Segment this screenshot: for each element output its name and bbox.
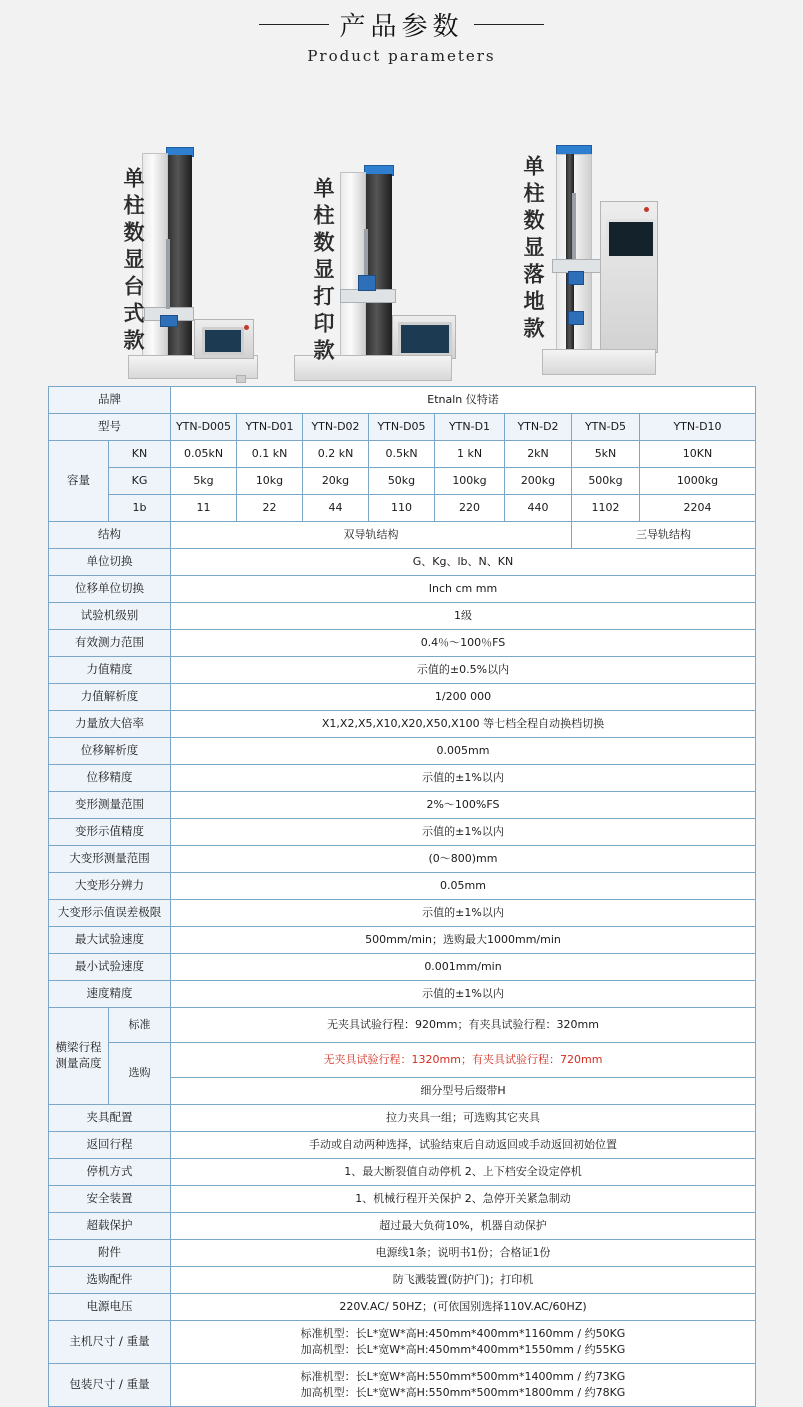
capacity-cell: 1102 bbox=[572, 495, 640, 522]
host-size-label: 主机尺寸 / 重量 bbox=[49, 1321, 171, 1364]
capacity-cell: 1000kg bbox=[640, 468, 756, 495]
page-title: 产品参数 bbox=[339, 12, 464, 42]
table-row bbox=[49, 792, 756, 819]
table-row bbox=[49, 414, 756, 441]
table-row bbox=[49, 873, 756, 900]
capacity-cell: 50kg bbox=[369, 468, 435, 495]
packing-size-line2: 加高机型：长L*宽W*高H:550mm*500mm*1800mm / 约78KG bbox=[300, 1386, 626, 1399]
table-row bbox=[49, 576, 756, 603]
brand-label: 品牌 bbox=[49, 387, 171, 414]
structure-label: 结构 bbox=[49, 522, 171, 549]
capacity-cell: 500kg bbox=[572, 468, 640, 495]
row-label: 大变形测量范围 bbox=[49, 846, 171, 873]
row-label: 电源电压 bbox=[49, 1294, 171, 1321]
table-row bbox=[49, 819, 756, 846]
row-value: 电源线1条；说明书1份；合格证1份 bbox=[171, 1240, 756, 1267]
row-label: 返回行程 bbox=[49, 1132, 171, 1159]
capacity-cell: 0.2 kN bbox=[303, 441, 369, 468]
spec-table bbox=[48, 386, 756, 1407]
table-row bbox=[49, 1186, 756, 1213]
row-label: 变形测量范围 bbox=[49, 792, 171, 819]
product-photo-floor bbox=[512, 73, 692, 377]
row-value: 1级 bbox=[171, 603, 756, 630]
host-size-line2: 加高机型：长L*宽W*高H:450mm*400mm*1550mm / 约55KG bbox=[300, 1343, 626, 1356]
row-label: 大变形示值误差极限 bbox=[49, 900, 171, 927]
table-row bbox=[49, 846, 756, 873]
capacity-cell: 11 bbox=[171, 495, 237, 522]
packing-size-label: 包装尺寸 / 重量 bbox=[49, 1364, 171, 1407]
row-label: 变形示值精度 bbox=[49, 819, 171, 846]
row-value: Inch cm mm bbox=[171, 576, 756, 603]
table-row bbox=[49, 387, 756, 414]
row-value: 超过最大负荷10%，机器自动保护 bbox=[171, 1213, 756, 1240]
table-row bbox=[49, 1008, 756, 1043]
row-label: 有效测力范围 bbox=[49, 630, 171, 657]
table-row bbox=[49, 657, 756, 684]
capacity-label: 容量 bbox=[49, 441, 109, 522]
row-value: 示值的±0.5%以内 bbox=[171, 657, 756, 684]
table-row bbox=[49, 684, 756, 711]
brand-value: Etnaln 仪特诺 bbox=[171, 387, 756, 414]
row-value: 1、机械行程开关保护 2、急停开关紧急制动 bbox=[171, 1186, 756, 1213]
table-row bbox=[49, 1267, 756, 1294]
capacity-cell: 200kg bbox=[505, 468, 572, 495]
capacity-cell: 1 kN bbox=[435, 441, 505, 468]
row-value: 0.001mm/min bbox=[171, 954, 756, 981]
row-label: 最大试验速度 bbox=[49, 927, 171, 954]
capacity-cell: 0.1 kN bbox=[237, 441, 303, 468]
table-row bbox=[49, 441, 756, 468]
row-label: 最小试验速度 bbox=[49, 954, 171, 981]
capacity-unit-kn: KN bbox=[109, 441, 171, 468]
row-value: (0～800)mm bbox=[171, 846, 756, 873]
row-label: 停机方式 bbox=[49, 1159, 171, 1186]
model-cell: YTN-D2 bbox=[505, 414, 572, 441]
stroke-standard-label: 标准 bbox=[109, 1008, 171, 1043]
stroke-label-line1: 横梁行程 bbox=[55, 1040, 102, 1055]
model-cell: YTN-D5 bbox=[572, 414, 640, 441]
packing-size-line1: 标准机型：长L*宽W*高H:550mm*500mm*1400mm / 约73KG bbox=[300, 1369, 626, 1383]
product-photo-band bbox=[0, 73, 803, 378]
capacity-cell: 220 bbox=[435, 495, 505, 522]
capacity-unit-lb: 1b bbox=[109, 495, 171, 522]
row-value: 0.05mm bbox=[171, 873, 756, 900]
table-row bbox=[49, 1240, 756, 1267]
capacity-unit-kg: KG bbox=[109, 468, 171, 495]
row-label: 夹具配置 bbox=[49, 1105, 171, 1132]
capacity-cell: 5kg bbox=[171, 468, 237, 495]
capacity-cell: 2kN bbox=[505, 441, 572, 468]
packing-size-value bbox=[171, 1364, 756, 1407]
row-label: 附件 bbox=[49, 1240, 171, 1267]
stroke-label-line2: 测量高度 bbox=[55, 1056, 102, 1070]
row-label: 试验机级别 bbox=[49, 603, 171, 630]
row-label: 位移精度 bbox=[49, 765, 171, 792]
row-label: 大变形分辨力 bbox=[49, 873, 171, 900]
table-row bbox=[49, 1043, 756, 1078]
product-photo-printing bbox=[278, 79, 454, 377]
table-row bbox=[49, 1364, 756, 1407]
row-value: 500mm/min；选购最大1000mm/min bbox=[171, 927, 756, 954]
row-value: 1、最大断裂值自动停机 2、上下档安全设定停机 bbox=[171, 1159, 756, 1186]
row-value: 示值的±1%以内 bbox=[171, 819, 756, 846]
title-row bbox=[0, 6, 803, 43]
stroke-optional-suffix: 细分型号后缀带H bbox=[171, 1078, 756, 1105]
table-row bbox=[49, 954, 756, 981]
table-row bbox=[49, 549, 756, 576]
photo-caption-floor: 单柱数显落地款 bbox=[521, 155, 546, 344]
capacity-cell: 5kN bbox=[572, 441, 640, 468]
model-label: 型号 bbox=[49, 414, 171, 441]
row-value: 示值的±1%以内 bbox=[171, 981, 756, 1008]
row-value: 0.4％～100％FS bbox=[171, 630, 756, 657]
table-row bbox=[49, 468, 756, 495]
row-value: 2%～100%FS bbox=[171, 792, 756, 819]
page-subtitle: Product parameters bbox=[307, 47, 496, 65]
row-label: 安全装置 bbox=[49, 1186, 171, 1213]
title-rule-left bbox=[259, 24, 329, 25]
table-row bbox=[49, 1132, 756, 1159]
photo-caption-desktop: 单柱数显台式款 bbox=[121, 167, 146, 356]
table-row bbox=[49, 630, 756, 657]
model-cell: YTN-D02 bbox=[303, 414, 369, 441]
row-label: 速度精度 bbox=[49, 981, 171, 1008]
product-photo-desktop bbox=[118, 79, 268, 377]
table-row bbox=[49, 927, 756, 954]
photo-caption-printing: 单柱数显打印款 bbox=[311, 177, 336, 366]
table-row bbox=[49, 522, 756, 549]
capacity-cell: 0.5kN bbox=[369, 441, 435, 468]
stroke-standard-value: 无夹具试验行程：920mm；有夹具试验行程：320mm bbox=[171, 1008, 756, 1043]
stroke-optional-label: 选购 bbox=[109, 1043, 171, 1105]
capacity-cell: 10kg bbox=[237, 468, 303, 495]
capacity-cell: 44 bbox=[303, 495, 369, 522]
table-row bbox=[49, 495, 756, 522]
row-value: 手动或自动两种选择，试验结束后自动返回或手动返回初始位置 bbox=[171, 1132, 756, 1159]
row-value: 防飞溅装置(防护门)；打印机 bbox=[171, 1267, 756, 1294]
table-row bbox=[49, 1294, 756, 1321]
row-label: 单位切换 bbox=[49, 549, 171, 576]
model-cell: YTN-D1 bbox=[435, 414, 505, 441]
table-row bbox=[49, 900, 756, 927]
page-header bbox=[0, 0, 803, 65]
table-row bbox=[49, 1213, 756, 1240]
table-row bbox=[49, 981, 756, 1008]
row-value: X1,X2,X5,X10,X20,X50,X100 等七档全程自动换档切换 bbox=[171, 711, 756, 738]
table-row bbox=[49, 711, 756, 738]
capacity-cell: 10KN bbox=[640, 441, 756, 468]
table-row bbox=[49, 765, 756, 792]
row-label: 位移解析度 bbox=[49, 738, 171, 765]
model-cell: YTN-D005 bbox=[171, 414, 237, 441]
structure-value-triple: 三导轨结构 bbox=[572, 522, 756, 549]
row-value: 220V.AC/ 50HZ；(可依国别选择110V.AC/60HZ) bbox=[171, 1294, 756, 1321]
table-row bbox=[49, 1321, 756, 1364]
structure-value-dual: 双导轨结构 bbox=[171, 522, 572, 549]
spec-table-wrapper bbox=[48, 386, 755, 1407]
capacity-cell: 110 bbox=[369, 495, 435, 522]
capacity-cell: 2204 bbox=[640, 495, 756, 522]
row-label: 选购配件 bbox=[49, 1267, 171, 1294]
stroke-optional-value: 无夹具试验行程：1320mm；有夹具试验行程：720mm bbox=[171, 1043, 756, 1078]
row-value: 示值的±1%以内 bbox=[171, 900, 756, 927]
table-row bbox=[49, 1105, 756, 1132]
title-rule-right bbox=[474, 24, 544, 25]
row-label: 位移单位切换 bbox=[49, 576, 171, 603]
table-row bbox=[49, 738, 756, 765]
stroke-label bbox=[49, 1008, 109, 1105]
host-size-value bbox=[171, 1321, 756, 1364]
capacity-cell: 100kg bbox=[435, 468, 505, 495]
table-row bbox=[49, 1159, 756, 1186]
capacity-cell: 20kg bbox=[303, 468, 369, 495]
row-label: 力值精度 bbox=[49, 657, 171, 684]
host-size-line1: 标准机型：长L*宽W*高H:450mm*400mm*1160mm / 约50KG bbox=[300, 1326, 626, 1340]
capacity-cell: 440 bbox=[505, 495, 572, 522]
capacity-cell: 22 bbox=[237, 495, 303, 522]
table-row bbox=[49, 603, 756, 630]
model-cell: YTN-D10 bbox=[640, 414, 756, 441]
row-label: 力量放大倍率 bbox=[49, 711, 171, 738]
row-label: 力值解析度 bbox=[49, 684, 171, 711]
row-value: G、Kg、lb、N、KN bbox=[171, 549, 756, 576]
model-cell: YTN-D05 bbox=[369, 414, 435, 441]
row-value: 示值的±1%以内 bbox=[171, 765, 756, 792]
row-value: 0.005mm bbox=[171, 738, 756, 765]
row-label: 超载保护 bbox=[49, 1213, 171, 1240]
row-value: 拉力夹具一组；可选购其它夹具 bbox=[171, 1105, 756, 1132]
row-value: 1/200 000 bbox=[171, 684, 756, 711]
model-cell: YTN-D01 bbox=[237, 414, 303, 441]
capacity-cell: 0.05kN bbox=[171, 441, 237, 468]
